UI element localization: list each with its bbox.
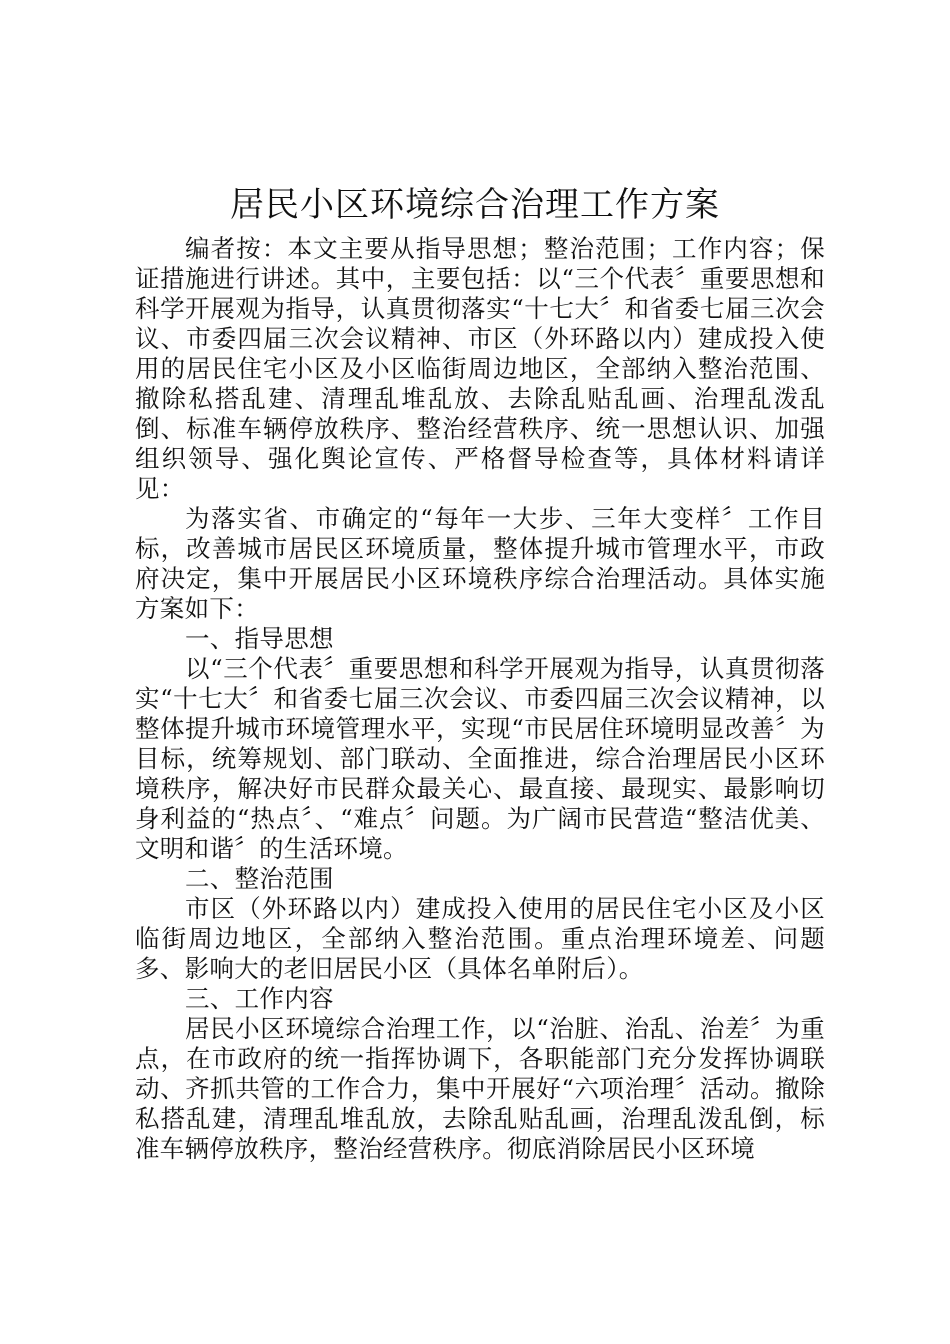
section-heading-work-content: 三、工作内容: [185, 984, 334, 1013]
section-heading-guiding-thought: 一、指导思想: [185, 624, 334, 653]
section-paragraph-guiding-thought: 以“三个代表〞重要思想和科学开展观为指导，认真贯彻落实“十七大〞和省委七届三次会议、市委四届三次会议精神，以整体提升城市环境管理水平，实现“市民居住环境明显改善〞为目标，统筹规划、部门联动、全面推进，综合治理居民小区环境秩序，解决好市民群众最关心、最直接、最现实、最影响切身利益的“热点〞、“难点〞问题。为广阔市民营造“整洁优美、文明和谐〞的生活环境。: [135, 654, 826, 863]
section-paragraph-scope: 市区（外环路以内）建成投入使用的居民住宅小区及小区临街周边地区，全部纳入整治范围。重点治理环境差、问题多、影响大的老旧居民小区（具体名单附后）。: [135, 894, 825, 983]
document-title: 居民小区环境综合治理工作方案: [230, 185, 720, 225]
section-paragraph-work-content: 居民小区环境综合治理工作，以“治脏、治乱、治差〞为重点，在市政府的统一指挥协调下，各职能部门充分发挥协调联动、齐抓共管的工作合力，集中开展好“六项治理〞活动。撤除私搭乱建，清理乱堆乱放，去除乱贴乱画，治理乱泼乱倒，标准车辆停放秩序，整治经营秩序。彻底消除居民小区环境: [135, 1014, 826, 1163]
intro-paragraph: 为落实省、市确定的“每年一大步、三年大变样〞工作目标，改善城市居民区环境质量，整体提升城市管理水平，市政府决定，集中开展居民小区环境秩序综合治理活动。具体实施方案如下：: [135, 504, 825, 623]
editor-note-paragraph: 编者按：本文主要从指导思想；整治范围；工作内容；保证措施进行讲述。其中，主要包括：以“三个代表〞重要思想和科学开展观为指导，认真贯彻落实“十七大〞和省委七届三次会议、市委四届三次会议精神、市区（外环路以内）建成投入使用的居民住宅小区及小区临街周边地区，全部纳入整治范围、撤除私搭乱建、清理乱堆乱放、去除乱贴乱画、治理乱泼乱倒、标准车辆停放秩序、整治经营秩序、统一思想认识、加强组织领导、强化舆论宣传、严格督导检查等，具体材料请详见：: [135, 234, 826, 503]
document-body: [135, 234, 825, 1164]
section-heading-scope: 二、整治范围: [185, 864, 334, 893]
